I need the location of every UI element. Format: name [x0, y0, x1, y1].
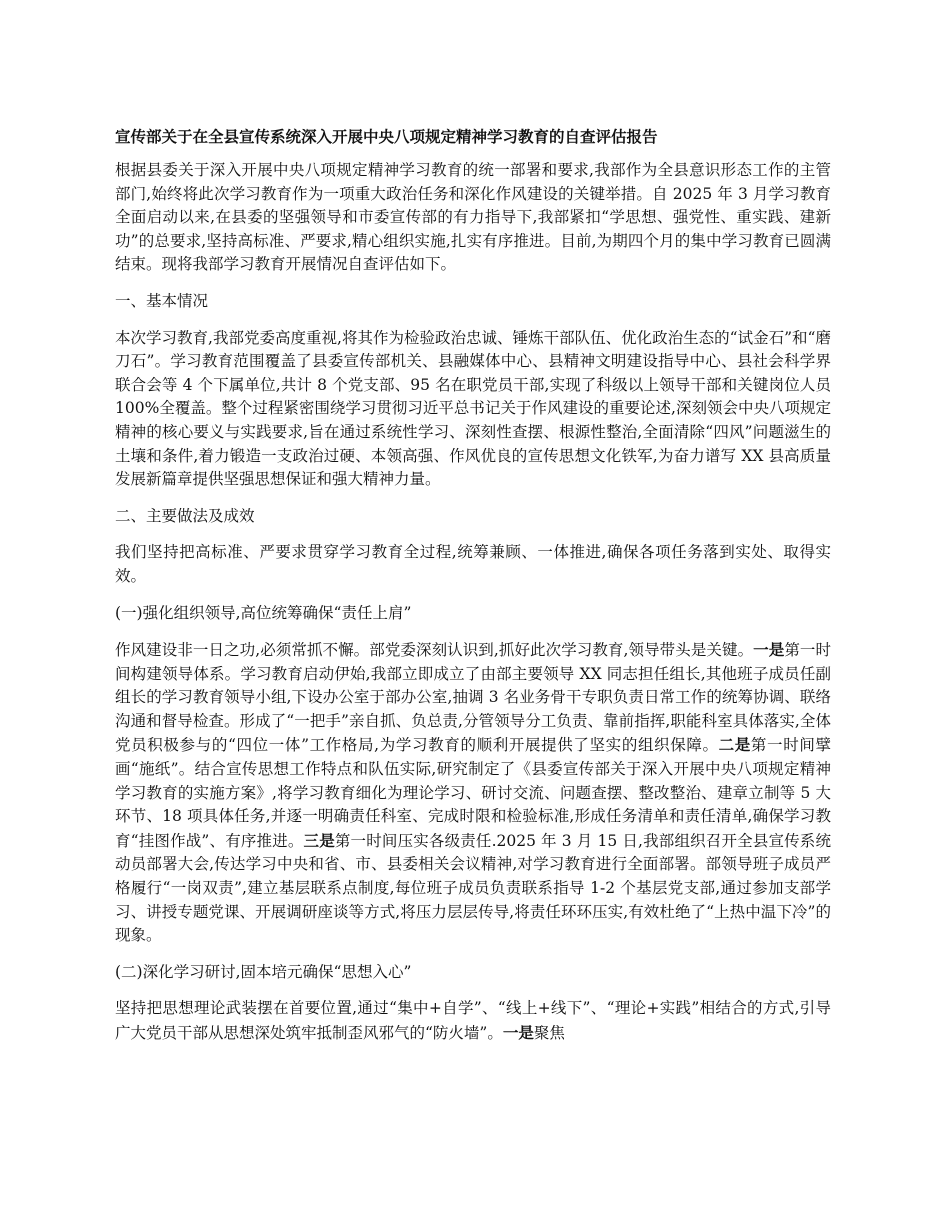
bold-keyword: 一是 [502, 1023, 534, 1042]
subsection-heading-study: (二)深化学习研讨,固本培元确保“思想入心” [115, 962, 412, 981]
section-heading-basic-situation: 一、基本情况 [115, 291, 209, 310]
text-run: 坚持把思想理论武装摆在首要位置,通过“集中+自学”、“线上+线下”、“理论+实践”相结合的方式,引导广大党员干部从思想深处筑牢抵制歪风邪气的“防火墙”。 [115, 999, 831, 1042]
subsection-heading-organization: (一)强化组织领导,高位统筹确保“责任上肩” [115, 603, 412, 622]
subsection-organization-body [115, 638, 831, 948]
section-heading-main-practices: 二、主要做法及成效 [115, 506, 255, 525]
bold-keyword: 三是 [303, 830, 335, 850]
text-run: 第一时间压实各级责任.2025 年 3 月 15 日,我部组织召开全县宣传系统动员部署大会,传达学习中央和省、市、县委相关会议精神,对学习教育进行全面部署。部领导班子成员严格履行“一岗双责”,建立基层联系点制度,每位班子成员负责联系指导 1-2 个基层党支部,通过参加支部学习、讲授专题党课、开展调研座谈等方式,将压力层层传导,将责任环环压实,有效杜绝了“上热中温下冷”的现象。 [115, 831, 831, 945]
section-main-practices-intro: 我们坚持把高标准、严要求贯穿学习教育全过程,统筹兼顾、一体推进,确保各项任务落到实处、取得实效。 [115, 543, 831, 585]
bold-keyword: 一是 [753, 640, 785, 660]
subsection-study-body [115, 997, 831, 1045]
intro-paragraph: 根据县委关于深入开展中央八项规定精神学习教育的统一部署和要求,我部作为全县意识形态工作的主管部门,始终将此次学习教育作为一项重大政治任务和深化作风建设的关键举措。自 2025 年 3 月学习教育全面启动以来,在县委的坚强领导和市委宣传部的有力指导下,我部紧扣“学思想、强党性、重实践、建新功”的总要求,坚持高标准、严要求,精心组织实施,扎实有序推进。目前,为期四个月的集中学习教育已圆满结束。现将我部学习教育开展情况自查评估如下。 [115, 161, 831, 274]
section-basic-situation-body: 本次学习教育,我部党委高度重视,将其作为检验政治忠诚、锤炼干部队伍、优化政治生态的“试金石”和“磨刀石”。学习教育范围覆盖了县委宣传部机关、县融媒体中心、县精神文明建设指导中心、县社会科学界联合会等 4 个下属单位,共计 8 个党支部、95 名在职党员干部,实现了科级以上领导干部和关键岗位人员 100%全覆盖。整个过程紧密围绕学习贯彻习近平总书记关于作风建设的重要论述,深刻领会中央八项规定精神的核心要义与实践要求,旨在通过系统性学习、深刻性查摆、根源性整治,全面清除“四风”问题滋生的土壤和条件,着力锻造一支政治过硬、本领高强、作风优良的宣传思想文化铁军,为奋力谱写 XX 县高质量发展新篇章提供坚强思想保证和强大精神力量。 [115, 328, 831, 489]
text-run: 第一时间擘画“施纸”。结合宣传思想工作特点和队伍实际,研究制定了《县委宣传部关于深入开展中央八项规定精神学习教育的实施方案》,将学习教育细化为理论学习、研讨交流、问题查摆、整改整治、建章立制等 5 大环节、18 项具体任务,并逐一明确责任科室、完成时限和检验标准,形成任务清单和责任清单,确保学习教育“挂图作战”、有序推进。 [115, 736, 831, 850]
text-run: 第一时间构建领导体系。学习教育启动伊始,我部立即成立了由部主要领导 XX 同志担任组长,其他班子成员任副组长的学习教育领导小组,下设办公室于部办公室,抽调 3 名业务骨干专职负责日常工作的统筹协调、联络沟通和督导检查。形成了“一把手”亲自抓、负总责,分管领导分工负责、靠前指挥,职能科室具体落实,全体党员积极参与的“四位一体”工作格局,为学习教育的顺利开展提供了坚实的组织保障。 [115, 641, 831, 755]
bold-keyword: 二是 [718, 735, 751, 755]
text-run: 作风建设非一日之功,必须常抓不懈。部党委深刻认识到,抓好此次学习教育,领导带头是关键。 [115, 641, 754, 660]
document-page [115, 126, 831, 1059]
text-run: 聚焦 [533, 1024, 565, 1042]
document-title: 宣传部关于在全县宣传系统深入开展中央八项规定精神学习教育的自查评估报告 [115, 127, 658, 146]
